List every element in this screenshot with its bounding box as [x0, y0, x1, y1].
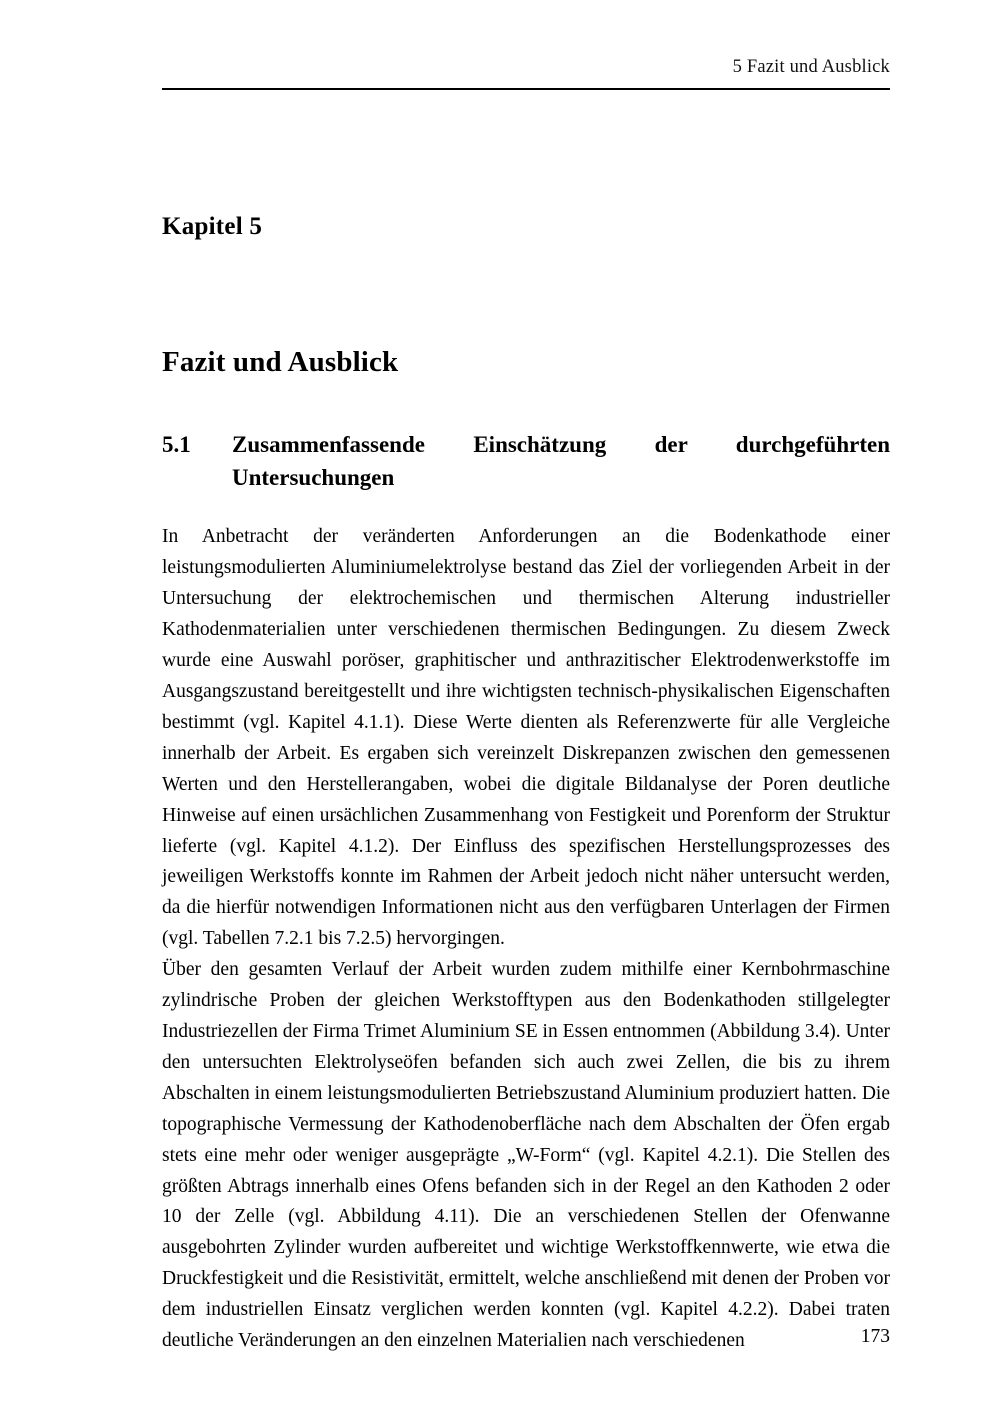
page-number: 173 — [860, 1326, 890, 1347]
header-divider — [162, 88, 890, 90]
section-number: 5.1 — [162, 431, 191, 457]
body-paragraph-1: In Anbetracht der veränderten Anforderungen an die Bodenkathode einer leistungsmodulierten Aluminiumelektrolyse bestand das Ziel der vorliegenden Arbeit in der Untersuchung der elektrochemischen und thermischen Alterung industrieller Kathodenmaterialien unter verschiedenen thermischen Bedingungen. Zu diesem Zweck wurde eine Auswahl poröser, graphitischer und anthrazitischer Elektrodenwerkstoffe im Ausgangszustand bereitgestellt und ihre wichtigsten technisch-physikalischen Eigenschaften bestimmt (vgl. Kapitel 4.1.1). Diese Werte dienten als Referenzwerte für alle Vergleiche innerhalb der Arbeit. Es ergaben sich vereinzelt Diskrepanzen zwischen den gemessenen Werten und den Herstellerangaben, wobei die digitale Bildanalyse der Poren deutliche Hinweise auf einen ursächlichen Zusammenhang von Festigkeit und Porenform der Struktur lieferte (vgl. Kapitel 4.1.2). Der Einfluss des spezifischen Herstellungsprozesses des jeweiligen Werkstoffs konnte im Rahmen der Arbeit jedoch nicht näher untersucht werden, da die hierfür notwendigen Informationen nicht aus den verfügbaren Unterlagen der Firmen (vgl. Tabellen 7.2.1 bis 7.2.5) hervorgingen. — [162, 526, 890, 950]
section-heading — [162, 428, 890, 495]
section-title — [232, 428, 890, 495]
section-title-line-1: Zusammenfassende Einschätzung der durchgeführten — [232, 431, 890, 457]
running-head: 5 Fazit und Ausblick — [732, 57, 890, 77]
section-title-line-2: Untersuchungen — [232, 465, 395, 491]
chapter-label: Kapitel 5 — [162, 213, 263, 240]
page-content — [162, 212, 890, 1357]
chapter-title: Fazit und Ausblick — [162, 346, 399, 378]
body-paragraph-2: Über den gesamten Verlauf der Arbeit wurden zudem mithilfe einer Kernbohrmaschine zylindrische Proben der gleichen Werkstofftypen aus den Bodenkathoden stillgelegter Industriezellen der Firma Trimet Aluminium SE in Essen entnommen (Abbildung 3.4). Unter den untersuchten Elektrolyseöfen befanden sich auch zwei Zellen, die bis zu ihrem Abschalten in einem leistungsmodulierten Betriebszustand Aluminium produziert hatten. Die topographische Vermessung der Kathodenoberfläche nach dem Abschalten der Öfen ergab stets eine mehr oder weniger ausgeprägte „W-Form“ (vgl. Kapitel 4.2.1). Die Stellen des größten Abtrags innerhalb eines Ofens befanden sich in der Regel an den Kathoden 2 oder 10 der Zelle (vgl. Abbildung 4.11). Die an verschiedenen Stellen der Ofenwanne ausgebohrten Zylinder wurden aufbereitet und wichtige Werkstoffkennwerte, wie etwa die Druckfestigkeit und die Resistivität, ermittelt, welche anschließend mit denen der Proben vor dem industriellen Einsatz verglichen werden konnten (vgl. Kapitel 4.2.2). Dabei traten deutliche Veränderungen an den einzelnen Materialien nach verschiedenen — [162, 959, 890, 1352]
